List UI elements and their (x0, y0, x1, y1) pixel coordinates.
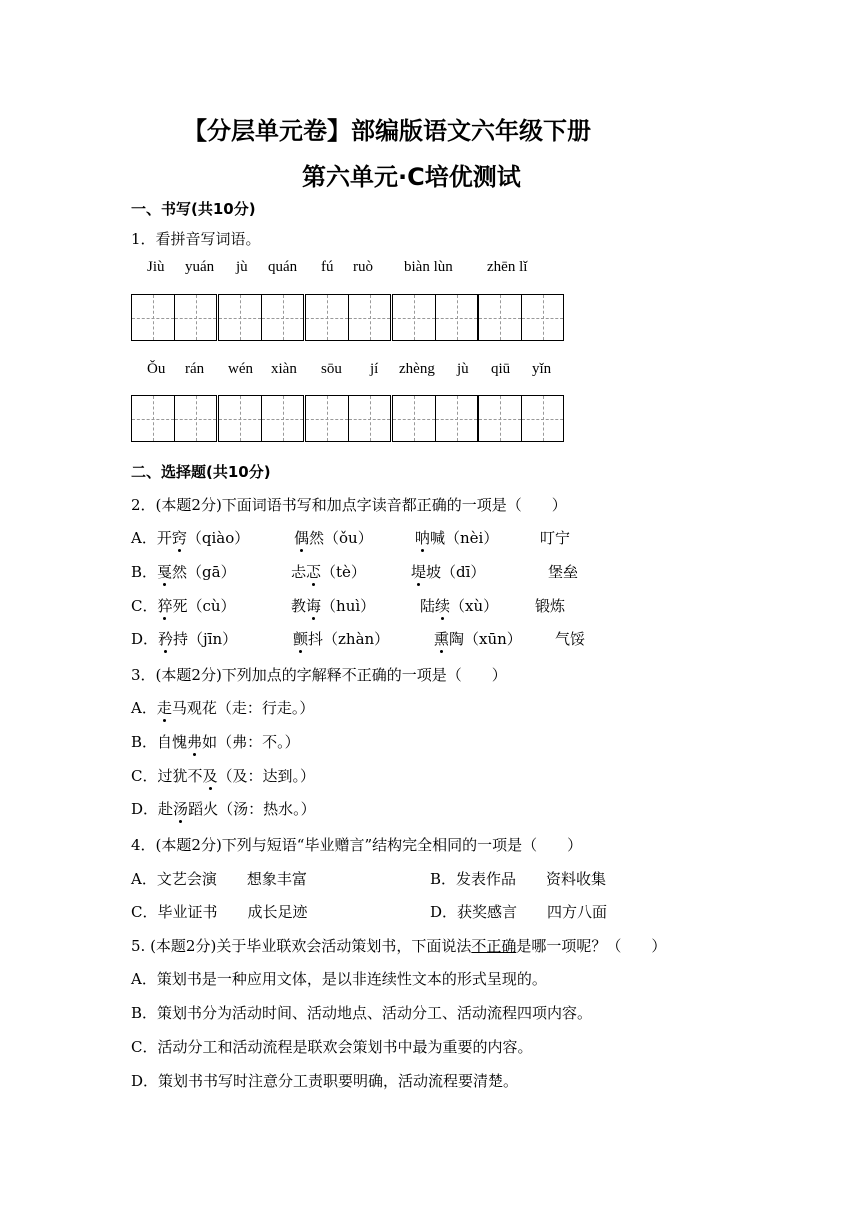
option-2a-word-4: 叮宁 (540, 529, 571, 547)
option-3b[interactable]: B．自愧弗如（弗：不。） (131, 733, 300, 751)
writing-box[interactable] (392, 294, 478, 341)
writing-box[interactable] (218, 395, 304, 442)
dotted-char: 猝 (157, 597, 173, 615)
pinyin: fú (321, 259, 334, 275)
page-subtitle: 第六单元·C培优测试 (302, 163, 521, 191)
writing-box[interactable] (478, 294, 564, 341)
option-3c[interactable]: C．过犹不及（及：达到。） (131, 767, 316, 785)
option-2d-word-3: 熏陶（xūn） (434, 630, 522, 648)
underlined-text: 不正确 (471, 937, 517, 955)
pinyin: jù (457, 361, 469, 377)
page-title: 【分层单元卷】部编版语文六年级下册 (183, 117, 591, 145)
option-4a[interactable]: A．文艺会演 想象丰富 (131, 870, 307, 888)
option-4b[interactable]: B．发表作品 资料收集 (430, 870, 607, 888)
option-2c-word-3: 陆续（xù） (420, 597, 499, 615)
pinyin: Jiù (147, 259, 165, 275)
dotted-char: 熏 (434, 630, 450, 648)
writing-box[interactable] (131, 294, 217, 341)
option-2b-word-2: 忐忑（tè） (291, 563, 366, 581)
option-2d-word-2: 颤抖（zhàn） (293, 630, 390, 648)
question-2-stem: 2．(本题2分)下面词语书写和加点字读音都正确的一项是（ ） (131, 496, 567, 514)
option-2b-word-3: 堤坡（dī） (411, 563, 486, 581)
dotted-char: 忑 (306, 563, 322, 581)
option-5c[interactable]: C．活动分工和活动流程是联欢会策划书中最为重要的内容。 (131, 1038, 533, 1056)
pinyin: zhèng (399, 361, 435, 377)
writing-box[interactable] (478, 395, 564, 442)
pinyin: yǐn (532, 361, 552, 377)
dotted-char: 窍 (171, 529, 187, 547)
pinyin: biàn lùn (404, 259, 453, 275)
dotted-char: 汤 (173, 800, 189, 818)
section1-heading: 一、书写(共10分) (131, 200, 256, 218)
option-5b[interactable]: B．策划书分为活动时间、活动地点、活动分工、活动流程四项内容。 (131, 1004, 593, 1022)
pinyin: rán (185, 361, 205, 377)
pinyin: qiū (491, 361, 511, 377)
question-5-stem: 5. (本题2分)关于毕业联欢会活动策划书，下面说法不正确是哪一项呢？（ ） (131, 937, 667, 955)
dotted-char: 续 (435, 597, 451, 615)
dotted-char: 颤 (293, 630, 309, 648)
pinyin: Ǒu (147, 361, 166, 377)
dotted-char: 矜 (158, 630, 174, 648)
pinyin: quán (268, 259, 298, 275)
pinyin: wén (228, 361, 253, 377)
option-2c-word-4: 锻炼 (535, 597, 566, 615)
writing-box[interactable] (305, 294, 391, 341)
writing-box[interactable] (131, 395, 217, 442)
dotted-char: 堤 (411, 563, 427, 581)
question-1-stem: 1．看拼音写词语。 (131, 230, 261, 248)
option-5a[interactable]: A．策划书是一种应用文体，是以非连续性文本的形式呈现的。 (131, 970, 547, 988)
writing-box[interactable] (218, 294, 304, 341)
pinyin: jí (370, 361, 379, 377)
option-2a-word-2: 偶然（ǒu） (294, 529, 373, 547)
question-3-stem: 3．(本题2分)下列加点的字解释不正确的一项是（ ） (131, 666, 507, 684)
dotted-char: 偶 (294, 529, 310, 547)
option-5d[interactable]: D．策划书书写时注意分工责职要明确，活动流程要清楚。 (131, 1072, 519, 1090)
writing-box[interactable] (392, 395, 478, 442)
option-2c[interactable]: C．猝死（cù） (131, 597, 236, 615)
option-4c[interactable]: C．毕业证书 成长足迹 (131, 903, 308, 921)
dotted-char: 及 (202, 767, 218, 785)
option-2d-word-4: 气馁 (555, 630, 586, 648)
pinyin: jù (236, 259, 248, 275)
dotted-char: 走 (156, 699, 172, 717)
dotted-char: 诲 (306, 597, 322, 615)
option-2d[interactable]: D．矜持（jīn） (131, 630, 238, 648)
option-2a[interactable]: A．开窍（qiào） (131, 529, 250, 547)
pinyin: zhēn lǐ (487, 259, 528, 275)
option-3a[interactable]: A．走马观花（走：行走。） (131, 699, 315, 717)
pinyin: ruò (353, 259, 373, 275)
writing-box[interactable] (305, 395, 391, 442)
option-2a-word-3: 呐喊（nèi） (415, 529, 499, 547)
option-2b[interactable]: B．戛然（gā） (131, 563, 236, 581)
dotted-char: 戛 (157, 563, 173, 581)
dotted-char: 弗 (187, 733, 203, 751)
section2-heading: 二、选择题(共10分) (131, 463, 271, 481)
pinyin: sōu (321, 361, 342, 377)
question-4-stem: 4．(本题2分)下列与短语“毕业赠言”结构完全相同的一项是（ ） (131, 836, 583, 854)
option-2c-word-2: 教诲（huì） (291, 597, 376, 615)
option-3d[interactable]: D．赴汤蹈火（汤：热水。） (131, 800, 316, 818)
option-2b-word-4: 堡垒 (548, 563, 579, 581)
dotted-char: 呐 (415, 529, 431, 547)
option-4d[interactable]: D．获奖感言 四方八面 (430, 903, 608, 921)
pinyin: xiàn (271, 361, 297, 377)
pinyin: yuán (185, 259, 215, 275)
